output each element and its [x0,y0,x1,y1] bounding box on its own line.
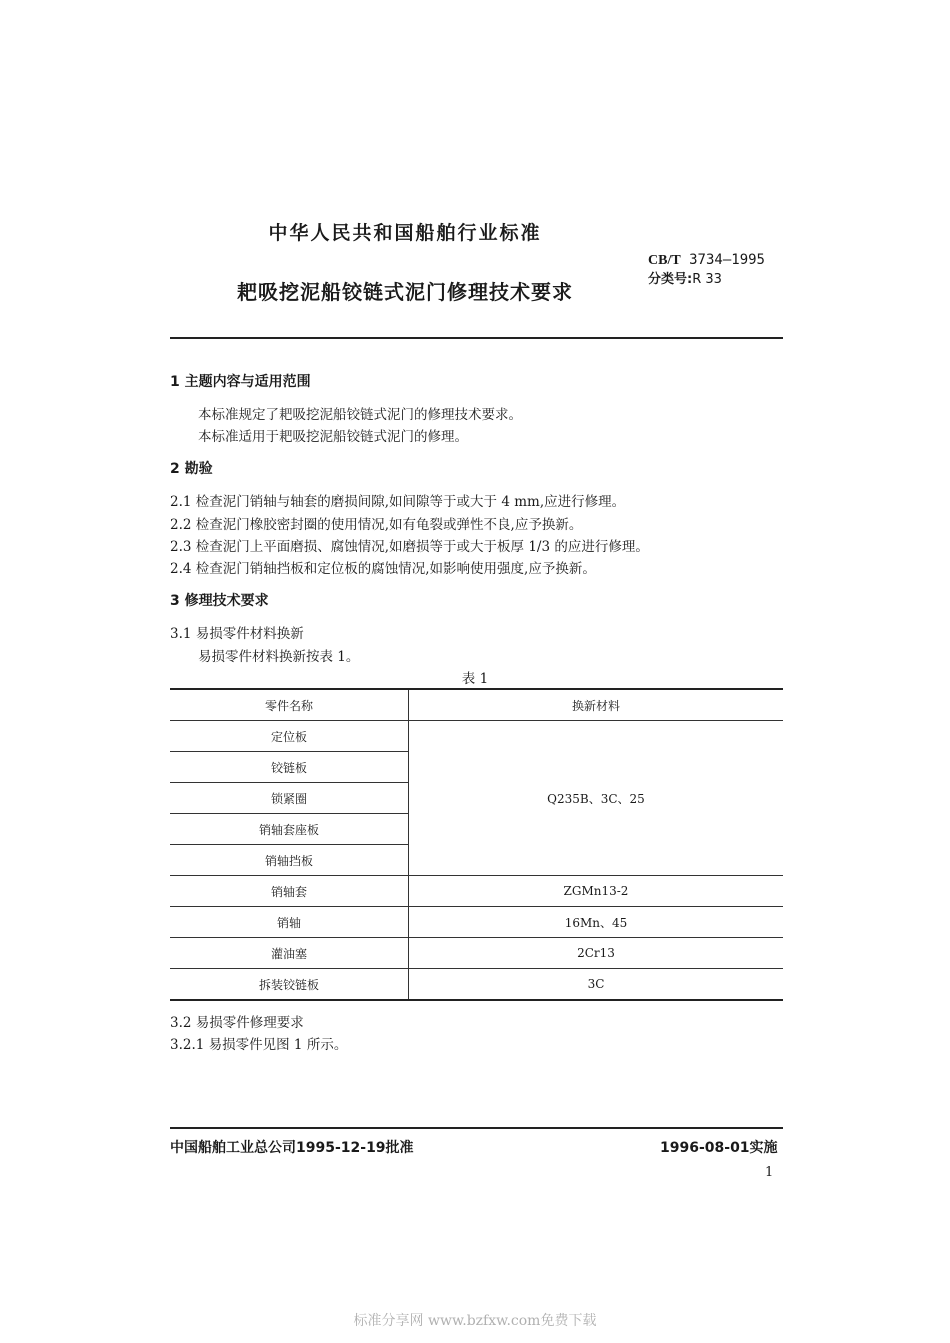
table-caption: 表 1 [461,671,489,687]
table-row [170,969,783,1001]
table-row [170,876,783,907]
section-2-heading: 2 勘验 [170,461,213,477]
page-number: 1 [765,1165,774,1180]
document-title: 耙吸挖泥船铰链式泥门修理技术要求 [237,280,573,304]
section-3-2-heading: 3.2 易损零件修理要求 [170,1015,304,1031]
section-3-heading: 3 修理技术要求 [170,593,269,609]
part-name-cell: 拆装铰链板 [170,969,409,1001]
organization-heading: 中华人民共和国船舶行业标准 [268,222,542,244]
classification-label: 分类号: [648,272,693,287]
material-cell: 16Mn、45 [409,907,784,938]
section-3-1-heading: 3.1 易损零件材料换新 [170,626,304,642]
material-cell: 2Cr13 [409,938,784,969]
section-2-item: 2.2 检查泥门橡胶密封圈的使用情况,如有龟裂或弹性不良,应予换新。 [170,517,583,533]
standard-code-prefix: CB/T [648,253,681,268]
section-2-item: 2.3 检查泥门上平面磨损、腐蚀情况,如磨损等于或大于板厚 1/3 的应进行修理。 [170,539,649,555]
table-row [170,721,783,752]
materials-table [170,688,783,1001]
part-name-cell: 销轴挡板 [170,845,409,876]
part-name-cell: 锁紧圈 [170,783,409,814]
part-name-cell: 灌油塞 [170,938,409,969]
table-row [170,938,783,969]
section-2-item: 2.4 检查泥门销轴挡板和定位板的腐蚀情况,如影响使用强度,应予换新。 [170,561,596,577]
column-header-part-name: 零件名称 [170,689,409,721]
material-cell: Q235B、3C、25 [409,721,784,876]
watermark: 标准分享网 www.bzfxw.com免费下载 [353,1313,597,1329]
classification [648,268,722,287]
section-3-2-1-paragraph: 3.2.1 易损零件见图 1 所示。 [170,1037,348,1053]
header-rule [170,337,783,339]
section-2-item: 2.1 检查泥门销轴与轴套的磨损间隙,如间隙等于或大于 4 mm,应进行修理。 [170,494,626,510]
column-header-material: 换新材料 [409,689,784,721]
effective-date: 1996-08-01实施 [660,1140,778,1156]
approval-note: 中国船舶工业总公司1995-12-19批准 [170,1140,414,1156]
section-1-paragraph: 本标准适用于耙吸挖泥船铰链式泥门的修理。 [198,429,468,445]
table-row [170,907,783,938]
section-1-paragraph: 本标准规定了耙吸挖泥船铰链式泥门的修理技术要求。 [198,407,522,423]
part-name-cell: 定位板 [170,721,409,752]
part-name-cell: 销轴套座板 [170,814,409,845]
standard-code [648,252,765,269]
part-name-cell: 铰链板 [170,752,409,783]
part-name-cell: 销轴套 [170,876,409,907]
standard-code-number: 3734—1995 [689,252,765,268]
material-cell: ZGMn13-2 [409,876,784,907]
material-cell: 3C [409,969,784,1001]
section-1-heading: 1 主题内容与适用范围 [170,374,311,390]
part-name-cell: 销轴 [170,907,409,938]
classification-value: R 33 [692,272,722,287]
footer-rule [170,1127,783,1129]
section-3-1-paragraph: 易损零件材料换新按表 1。 [198,649,360,665]
